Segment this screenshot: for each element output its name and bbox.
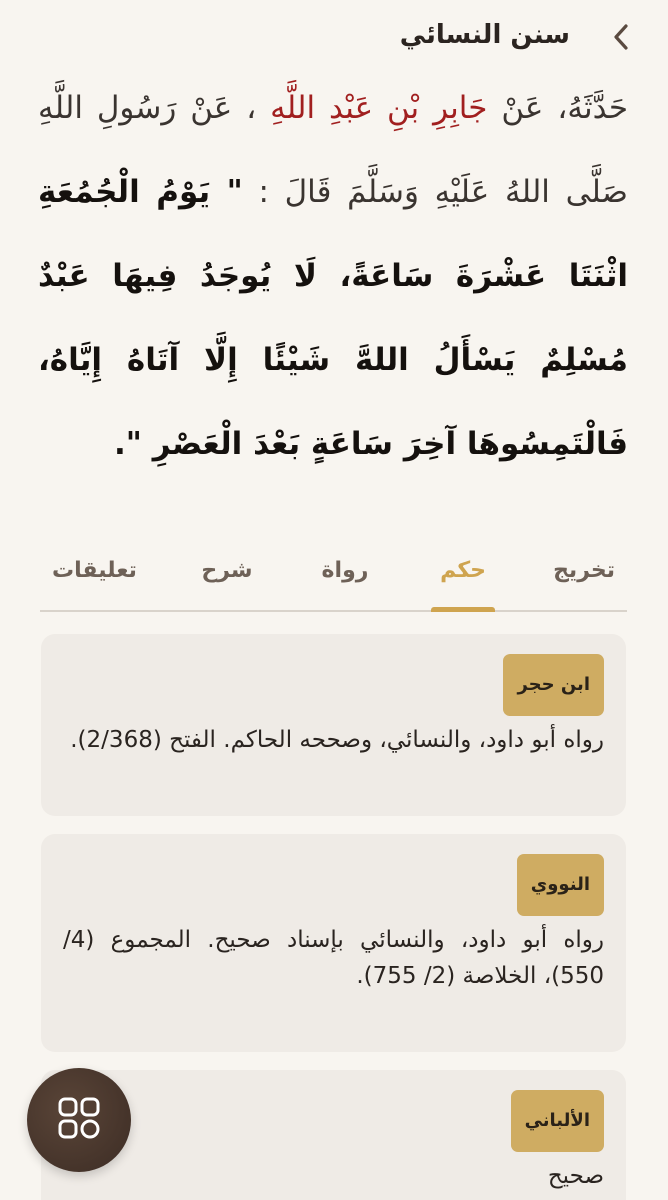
tab-hukm[interactable]: حكم (435, 546, 491, 610)
tab-bar (40, 546, 627, 612)
scholar-badge: الألباني (511, 1090, 604, 1152)
tab-takhrij[interactable]: تخريج (553, 558, 615, 583)
chevron-left-icon (612, 23, 630, 55)
hadith-text (38, 66, 628, 486)
tab-sharh[interactable]: شرح (201, 558, 253, 583)
hadith-chain: ، عَنْ رَسُولِ اللَّهِ صَلَّى اللهُ عَلَيْهِ وَسَلَّمَ قَالَ : (38, 90, 628, 210)
ruling-card (41, 834, 626, 1052)
scholar-badge: ابن حجر (503, 654, 604, 716)
ruling-text: رواه أبو داود، والنسائي، وصححه الحاكم. الفتح (2/368). (70, 727, 604, 753)
page-title: سنن النسائي (399, 20, 570, 50)
tab-ruwat[interactable]: رواة (321, 558, 369, 583)
hadith-matn: " يَوْمُ الْجُمُعَةِ اثْنَتَا عَشْرَةَ سَاعَةً، لَا يُوجَدُ فِيهَا عَبْدٌ مُسْلِمٌ يَسْأَلُ اللهَّ شَيْئًا إِلَّا آتَاهُ إِيَّاهُ، فَالْتَمِسُوهَا آخِرَ سَاعَةٍ بَعْدَ الْعَصْرِ ". (38, 174, 628, 462)
scholar-badge: النووي (517, 854, 604, 916)
tab-taliqat[interactable]: تعليقات (52, 558, 137, 583)
hadith-intro: حَدَّثَهُ، عَنْ (501, 90, 629, 126)
menu-fab-button[interactable] (27, 1068, 131, 1172)
narrator-link[interactable]: جَابِرِ بْنِ عَبْدِ اللَّهِ (270, 90, 488, 126)
ruling-text: رواه أبو داود، والنسائي بإسناد صحيح. المجموع (4/ 550)، الخلاصة (2/ 755). (63, 927, 604, 989)
ruling-text: صحيح (547, 1163, 604, 1189)
back-button[interactable] (604, 22, 638, 56)
grid-menu-icon (58, 1097, 100, 1143)
ruling-card (41, 634, 626, 816)
header (0, 0, 668, 74)
